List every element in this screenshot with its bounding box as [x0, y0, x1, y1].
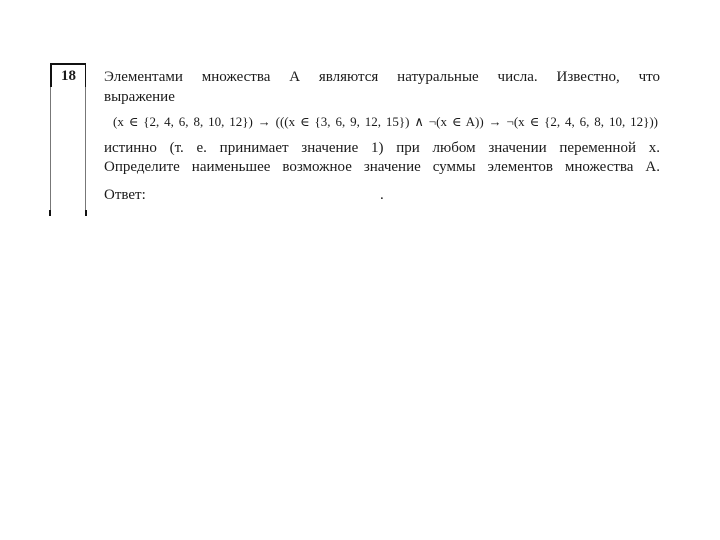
logical-expression: (x ∈ {2, 4, 6, 8, 10, 12}) → (((x ∈ {3, 6, 9, 12, 15}) ∧ ¬(x ∈ A)) → ¬(x ∈ {2, 4, 6, 8, 10, 12}))	[113, 114, 658, 129]
margin-line-right	[85, 87, 87, 215]
answer-label: Ответ:	[104, 187, 146, 203]
answer-terminator: .	[380, 187, 384, 203]
task-number-box	[50, 63, 86, 87]
problem-text-line-1: Элементами множества А являются натуральные числа. Известно, что	[104, 69, 660, 85]
task-number: 18	[61, 68, 76, 84]
answer-field[interactable]	[160, 186, 378, 204]
problem-text-line-2: выражение	[104, 89, 175, 105]
problem-text-line-5: Определите наименьшее возможное значение суммы элементов множества А.	[104, 159, 660, 175]
margin-tick-left	[49, 210, 51, 216]
margin-line-left	[50, 87, 52, 215]
problem-text-line-4: истинно (т. е. принимает значение 1) при любом значении переменной x.	[104, 140, 660, 156]
margin-tick-right	[85, 210, 87, 216]
